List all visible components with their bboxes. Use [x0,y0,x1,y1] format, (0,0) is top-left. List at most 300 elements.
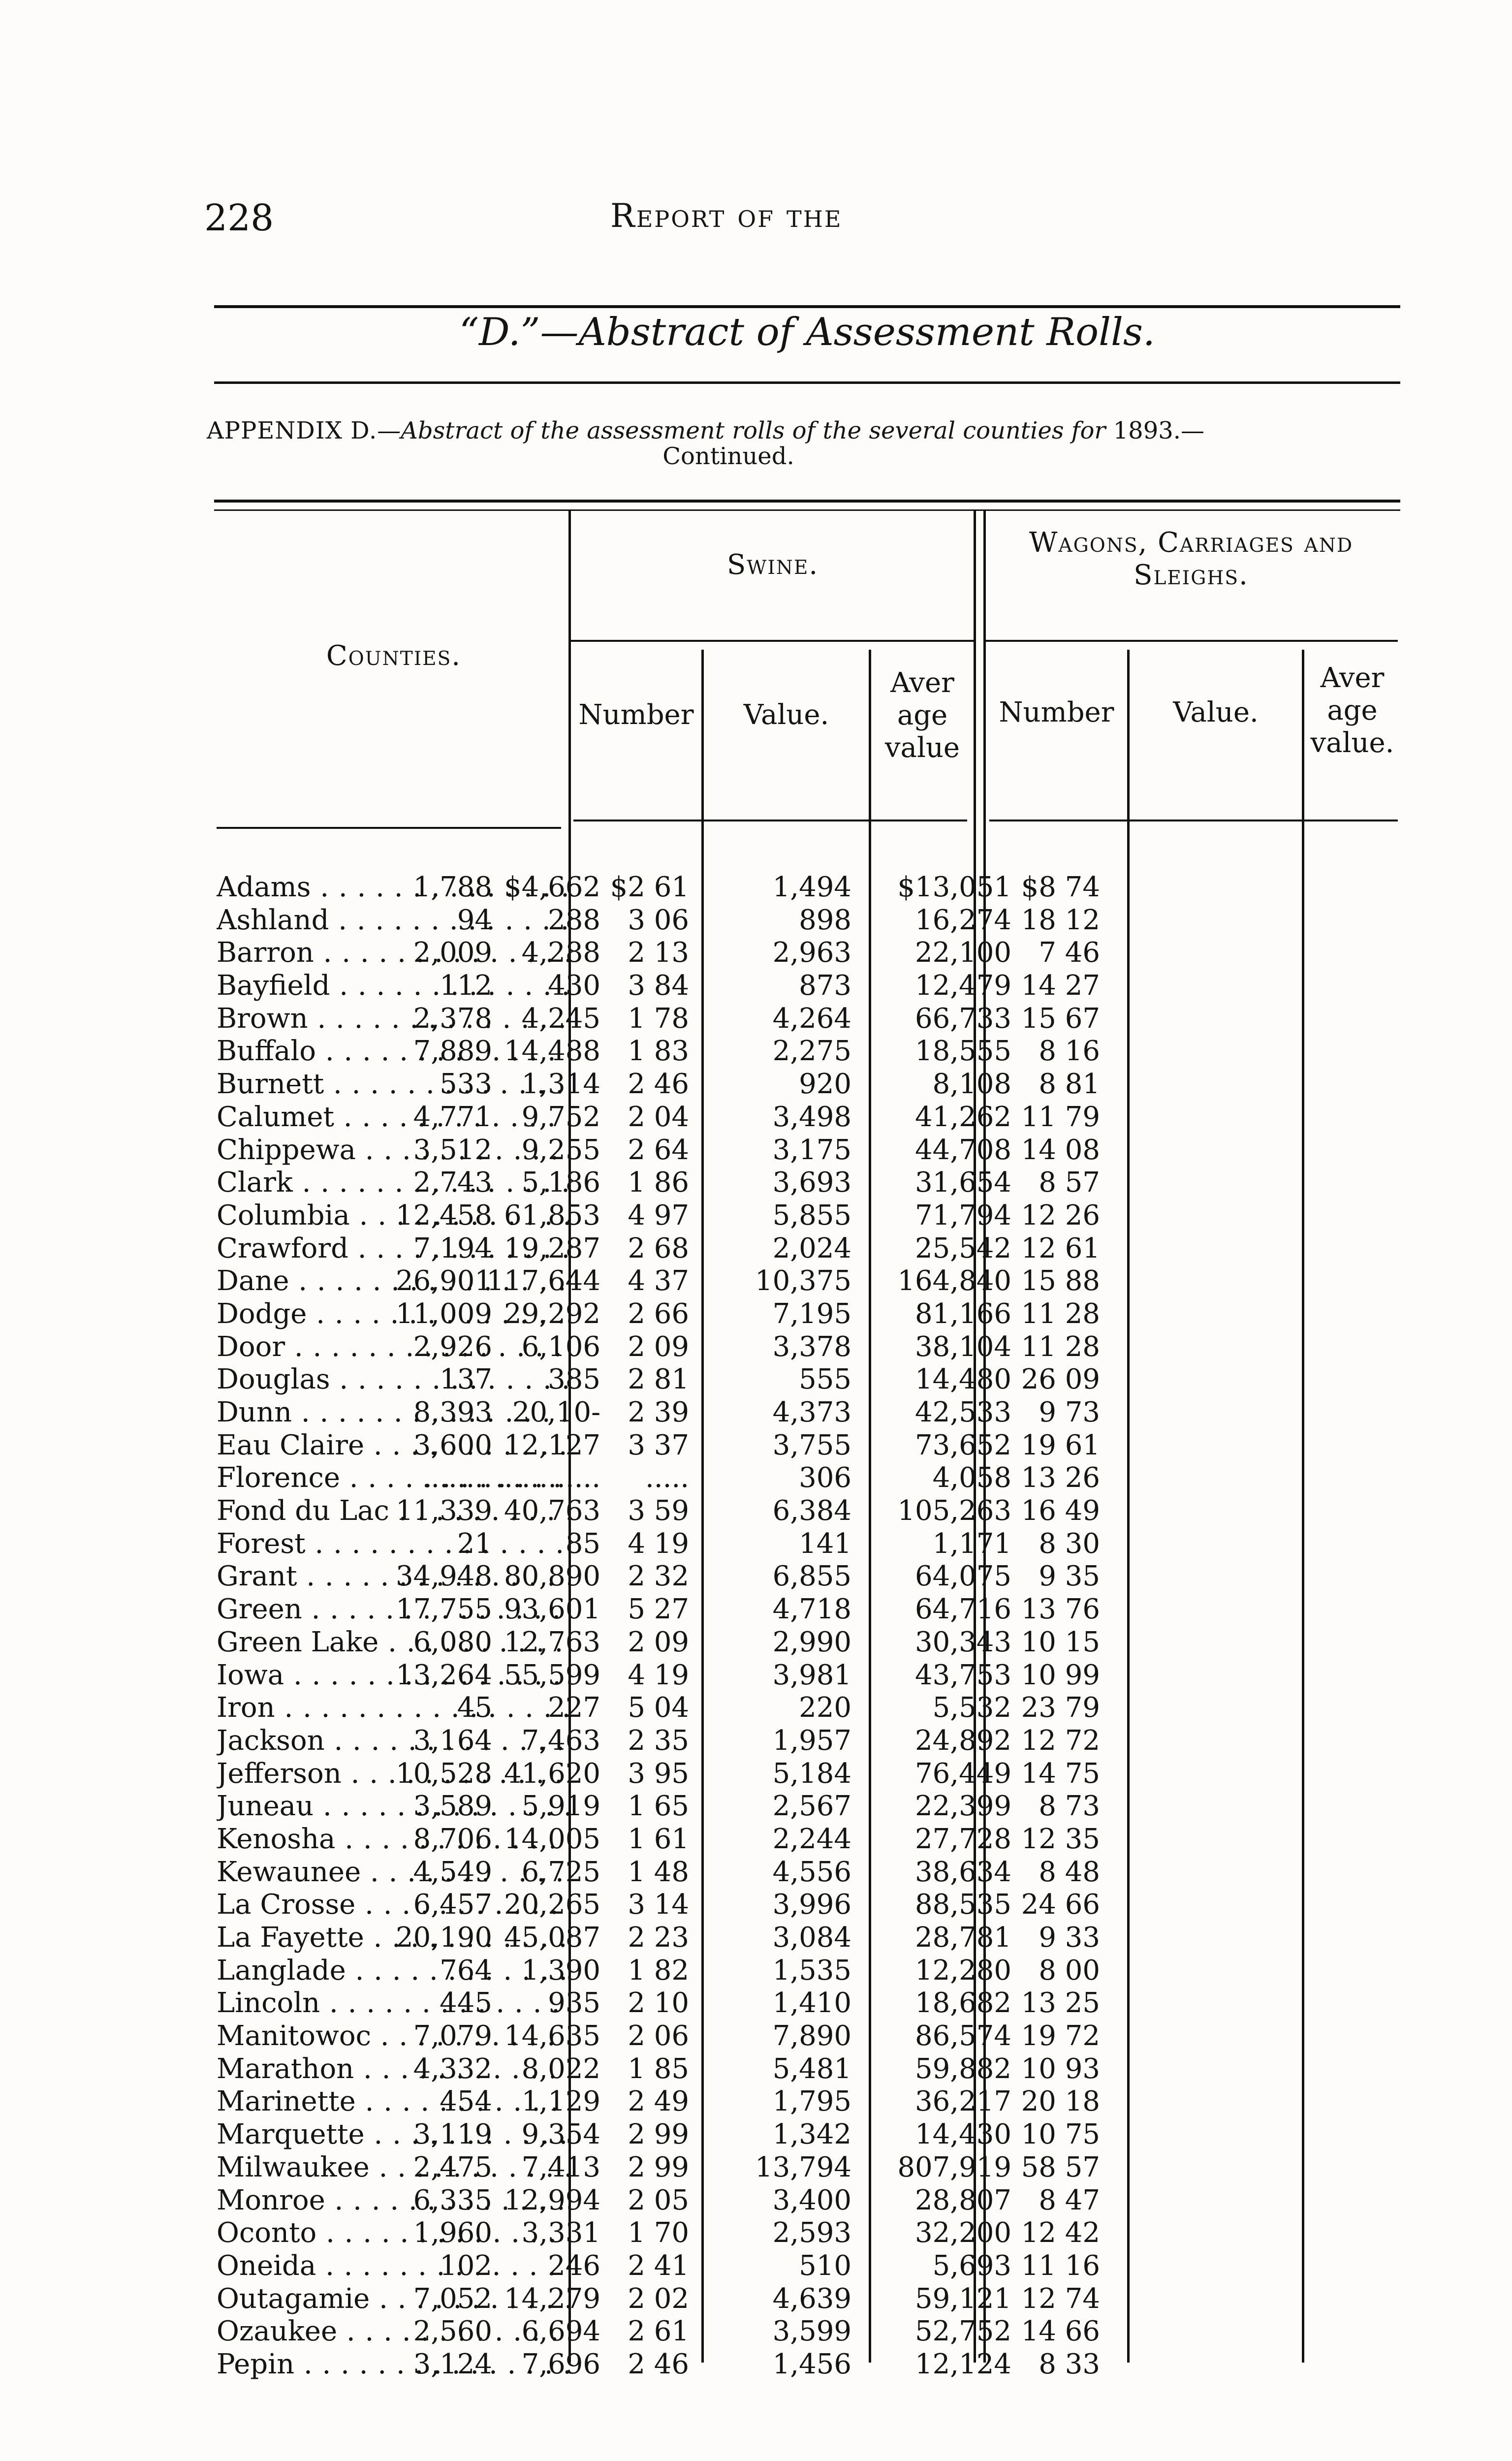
swine-number: 20,190 [396,1922,492,1954]
table-row [217,1659,1418,1692]
wagons-number: 5,855 [772,1199,851,1231]
swine-value: 6,106 [521,1330,600,1363]
wagons-number: 4,639 [772,2282,851,2315]
swine-average-value: 1 78 [628,1002,689,1035]
page-number: 228 [204,197,274,239]
county-name: Jackson . . . [217,1725,571,1757]
wagons-value: 44,708 [915,1134,1011,1166]
swine-value: 20,265 [504,1889,600,1921]
wagons-value: 64,716 [915,1593,1011,1626]
wagons-average-value: $8 74 [1021,871,1100,903]
wagons-average-value: 19 61 [1021,1429,1100,1461]
assessment-table [217,871,1418,2381]
table-row [217,1429,1418,1462]
header-wagons-value: Value. [1173,696,1259,728]
table-row [217,1790,1418,1823]
wagons-average-value: 8 48 [1039,1856,1100,1888]
county-name: Ozaukee . . . [217,2315,571,2348]
swine-value: 19,287 [504,1232,600,1264]
swine-average-value: 2 13 [628,937,689,969]
swine-number: 2,560 [413,2315,492,2348]
wagons-value: 8,108 [932,1068,1011,1101]
county-name: Brown . . . [217,1003,571,1035]
wagons-number: 13,794 [755,2151,851,2183]
swine-number: 94 [457,904,492,936]
swine-average-value: $2 61 [610,871,689,903]
wagons-number: 3,996 [772,1889,851,1921]
swine-average-value: 5 27 [628,1593,689,1626]
table-row [217,1363,1418,1396]
swine-value: 4,245 [521,1002,600,1035]
swine-average-value: 1 65 [628,1790,689,1823]
wagons-number: 1,535 [772,1954,851,1987]
swine-average-value: 2 02 [628,2282,689,2315]
table-row [217,1495,1418,1528]
swine-value: 1,129 [521,2085,600,2118]
county-name: Green Lake . . . [217,1626,571,1659]
wagons-number: 2,244 [772,1823,851,1855]
swine-number: 2,926 [413,1330,492,1363]
swine-average-value: 2 46 [628,2348,689,2380]
table-row [217,2217,1418,2250]
swine-value: 935 [548,1987,600,2019]
table-row [217,2283,1418,2316]
wagons-number: 3,378 [772,1330,851,1363]
wagons-value: 18,555 [915,1035,1011,1068]
wagons-value: 42,533 [915,1396,1011,1428]
swine-number: 10,528 [396,1757,492,1790]
table-row [217,2118,1418,2151]
table-row [217,1003,1418,1036]
header-swine-avg: Aver age value [884,667,960,764]
wagons-number: 3,755 [772,1429,851,1461]
swine-value: 7,413 [521,2151,600,2183]
county-name: Forest . . . [217,1528,571,1560]
wagons-value: 38,104 [915,1330,1011,1363]
wagons-number: 2,567 [772,1790,851,1823]
swine-number: 6,335 [413,2184,492,2216]
swine-value: 6,694 [521,2315,600,2348]
swine-average-value: 2 46 [628,1068,689,1101]
table-row [217,1528,1418,1561]
swine-average-value: 4 37 [628,1265,689,1297]
swine-number: 3,124 [413,2348,492,2380]
swine-value: 1,390 [521,1954,600,1987]
wagons-number: 1,795 [772,2085,851,2118]
wagons-value: 88,535 [915,1889,1011,1921]
swine-average-value: 2 32 [628,1560,689,1593]
swine-average-value: 2 05 [628,2184,689,2216]
wagons-value: 30,343 [915,1626,1011,1658]
swine-number: 533 [440,1068,492,1101]
swine-number: 7,079 [413,2020,492,2052]
appendix-label: APPENDIX D. [207,417,378,444]
swine-number: 11,339 [396,1495,492,1527]
swine-average-value: 2 68 [628,1232,689,1264]
swine-average-value: 2 39 [628,1396,689,1428]
wagons-value: 105,263 [897,1495,1011,1527]
wagons-number: 6,384 [772,1495,851,1527]
table-row [217,2348,1418,2381]
swine-average-value: 2 10 [628,1987,689,2019]
wagons-value: 18,682 [915,1987,1011,2019]
table-row [217,1889,1418,1922]
swine-number: 764 [440,1954,492,1987]
header-sep-swine [573,820,967,821]
swine-value: 14,279 [504,2282,600,2315]
wagons-average-value: 8 00 [1039,1954,1100,1987]
wagons-average-value: 12 72 [1021,1724,1100,1757]
swine-average-value: 3 06 [628,904,689,936]
wagons-value: 31,654 [915,1167,1011,1199]
title-underline [214,381,1400,384]
county-name: Ashland . . . [217,904,571,937]
county-name: Dane . . . [217,1265,571,1297]
county-name: Manitowoc . . . [217,2020,571,2052]
wagons-average-value: 58 57 [1021,2151,1100,2183]
wagons-average-value: 9 73 [1039,1396,1100,1428]
table-row [217,1199,1418,1232]
swine-average-value: 2 66 [628,1297,689,1330]
county-name: Door . . . [217,1331,571,1363]
swine-number: 8,706 [413,1823,492,1855]
wagons-number: 4,556 [772,1856,851,1888]
header-wagons-group: Wagons, Carriages and Sleighs. [1029,527,1354,591]
swine-number: 3,164 [413,1724,492,1757]
wagons-average-value: 10 15 [1021,1626,1100,1658]
swine-value: 7,696 [521,2348,600,2380]
wagons-number: 1,410 [772,1987,851,2019]
wagons-value: 22,399 [915,1790,1011,1823]
wagons-average-value: 11 79 [1021,1101,1100,1133]
wagons-number: 3,400 [772,2184,851,2216]
county-name: Outagamie . . . [217,2283,571,2315]
table-row [217,1035,1418,1068]
wagons-value: 5,532 [932,1692,1011,1724]
wagons-average-value: 7 46 [1039,937,1100,969]
county-name: Monroe . . . [217,2184,571,2217]
swine-value: 385 [548,1363,600,1396]
table-row [217,1232,1418,1265]
swine-average-value: 2 99 [628,2118,689,2151]
wagons-number: 1,494 [772,871,851,903]
swine-value: 227 [548,1692,600,1724]
swine-average-value: 5 04 [628,1692,689,1724]
wagons-value: 12,479 [915,970,1011,1002]
swine-value: 93,601 [504,1593,600,1626]
swine-number: 454 [440,2085,492,2118]
swine-value: 29,292 [504,1297,600,1330]
county-name: Lincoln . . . [217,1987,571,2019]
wagons-number: 2,024 [772,1232,851,1264]
appendix-caption [207,418,1398,469]
wagons-average-value: 14 66 [1021,2315,1100,2348]
wagons-number: 1,957 [772,1724,851,1757]
swine-number: 3,119 [413,2118,492,2151]
wagons-average-value: 12 26 [1021,1199,1100,1231]
county-name: Marathon . . . [217,2053,571,2085]
header-wagons-avg: Aver age value. [1310,662,1394,759]
county-name: Grant . . . [217,1560,571,1593]
swine-value: 12,994 [504,2184,600,2216]
wagons-average-value: 11 16 [1021,2249,1100,2282]
swine-number: 12,458 [396,1199,492,1231]
wagons-value: 64,075 [915,1560,1011,1593]
wagons-average-value: 10 75 [1021,2118,1100,2151]
swine-value: 55,599 [504,1659,600,1691]
county-name: Iowa . . . [217,1659,571,1692]
table-row [217,2053,1418,2086]
wagons-average-value: 9 33 [1039,1922,1100,1954]
swine-number: 2,378 [413,1002,492,1035]
swine-number: 26,901 [396,1265,492,1297]
swine-value: 430 [548,970,600,1002]
top-rule [214,305,1400,308]
swine-average-value: 2 06 [628,2020,689,2052]
county-name: Clark . . . [217,1167,571,1199]
swine-value: 7,463 [521,1724,600,1757]
wagons-value: 5,693 [932,2249,1011,2282]
wagons-number: 555 [799,1363,851,1396]
swine-average-value: 3 95 [628,1757,689,1790]
swine-number: 3,512 [413,1134,492,1166]
wagons-average-value: 8 47 [1039,2184,1100,2216]
appendix-continued: Continued. [662,442,794,470]
table-row [217,1593,1418,1626]
swine-value: 1,314 [521,1068,600,1101]
wagons-average-value: 14 75 [1021,1757,1100,1790]
swine-value: 80,890 [504,1560,600,1593]
table-row [217,1626,1418,1659]
header-wagons-number: Number [999,696,1114,728]
wagons-number: 873 [799,970,851,1002]
swine-value: 9,354 [521,2118,600,2151]
wagons-number: 306 [799,1462,851,1494]
wagons-average-value: 12 61 [1021,1232,1100,1264]
swine-number: 13,264 [396,1659,492,1691]
county-name: Dunn . . . [217,1396,571,1429]
wagons-number: 4,373 [772,1396,851,1428]
swine-value: 12,127 [504,1429,600,1461]
wagons-number: 7,890 [772,2020,851,2052]
swine-number: 2,743 [413,1167,492,1199]
swine-average-value: 3 59 [628,1495,689,1527]
wagons-value: 16,274 [915,904,1011,936]
swine-number: 8,393 [413,1396,492,1428]
table-row [217,2250,1418,2283]
wagons-number: 5,481 [772,2052,851,2085]
wagons-average-value: 8 57 [1039,1167,1100,1199]
swine-number: 45 [457,1692,492,1724]
swine-value: 9,255 [521,1134,600,1166]
swine-value: 61,853 [504,1199,600,1231]
appendix-description: —Abstract of the assessment rolls of the several counties for [377,417,1106,444]
swine-average-value: 2 04 [628,1101,689,1133]
wagons-value: 59,882 [915,2052,1011,2085]
table-row [217,1298,1418,1331]
wagons-value: $13,051 [897,871,1011,903]
county-name: Douglas . . . [217,1363,571,1396]
table-top-rule-2 [214,509,1400,511]
swine-average-value: 2 35 [628,1724,689,1757]
wagons-number: 3,498 [772,1101,851,1133]
county-name: Marquette . . . [217,2118,571,2151]
swine-number: 3,600 [413,1429,492,1461]
table-row [217,1955,1418,1988]
swine-value: 45,087 [504,1922,600,1954]
swine-average-value: 2 23 [628,1922,689,1954]
wagons-average-value: 18 12 [1021,904,1100,936]
header-swine-number: Number [578,699,694,731]
wagons-average-value: 8 33 [1039,2348,1100,2380]
wagons-value: 76,449 [915,1757,1011,1790]
table-row [217,1560,1418,1593]
county-name: Chippewa . . . [217,1134,571,1167]
table-row [217,1331,1418,1364]
swine-number: 21 [457,1527,492,1560]
wagons-number: 1,342 [772,2118,851,2151]
wagons-value: 27,728 [915,1823,1011,1855]
wagons-value: 81,166 [915,1297,1011,1330]
county-name: Bayfield . . . [217,970,571,1002]
county-name: Burnett . . . [217,1068,571,1101]
swine-number: 4,549 [413,1856,492,1888]
swine-value: 12,763 [504,1626,600,1658]
section-title: “D.”—Abstract of Assessment Rolls. [459,310,1155,354]
wagons-value: 28,781 [915,1922,1011,1954]
wagons-average-value: 8 73 [1039,1790,1100,1823]
swine-value: $4,662 [504,871,600,903]
table-row [217,937,1418,970]
swine-value: 117,644 [486,1265,600,1297]
wagons-number: 2,593 [772,2217,851,2249]
table-row [217,1823,1418,1856]
table-row [217,1758,1418,1791]
swine-average-value: 1 85 [628,2052,689,2085]
table-row [217,2085,1418,2118]
wagons-value: 14,480 [915,1363,1011,1396]
table-row [217,2020,1418,2053]
swine-average-value: 2 09 [628,1626,689,1658]
county-name: Marinette . . . [217,2085,571,2118]
wagons-value: 28,807 [915,2184,1011,2216]
wagons-number: 898 [799,904,851,936]
table-top-rule [214,500,1400,503]
wagons-value: 1,171 [932,1527,1011,1560]
swine-average-value: 4 97 [628,1199,689,1231]
wagons-value: 12,280 [915,1954,1011,1987]
swine-number: 4,332 [413,2052,492,2085]
swine-value: 9,752 [521,1101,600,1133]
table-row [217,1068,1418,1101]
swine-average-value: 2 61 [628,2315,689,2348]
wagons-average-value: 11 28 [1021,1330,1100,1363]
wagons-value: 24,892 [915,1724,1011,1757]
wagons-number: 510 [799,2249,851,2282]
swine-average-value: 2 09 [628,1330,689,1363]
wagons-average-value: 8 16 [1039,1035,1100,1068]
swine-number: 4,771 [413,1101,492,1133]
swine-value: 6,725 [521,1856,600,1888]
table-row [217,1462,1418,1495]
swine-average-value: 2 49 [628,2085,689,2118]
swine-number: 6,457 [413,1889,492,1921]
swine-value: 14,005 [504,1823,600,1855]
swine-average-value: 1 86 [628,1167,689,1199]
wagons-number: 3,599 [772,2315,851,2348]
wagons-value: 71,794 [915,1199,1011,1231]
wagons-value: 25,542 [915,1232,1011,1264]
swine-number: 34,948 [396,1560,492,1593]
county-name: Dodge . . . [217,1298,571,1330]
county-name: Crawford . . . [217,1232,571,1265]
swine-average-value: ..... [645,1462,689,1494]
wagons-average-value: 13 25 [1021,1987,1100,2019]
wagons-number: 920 [799,1068,851,1101]
swine-average-value: 1 48 [628,1856,689,1888]
wagons-number: 3,084 [772,1922,851,1954]
swine-number: 17,755 [396,1593,492,1626]
table-row [217,1167,1418,1199]
wagons-average-value: 8 30 [1039,1527,1100,1560]
table-row [217,1725,1418,1758]
swine-group-rule [571,640,975,642]
wagons-number: 3,693 [772,1167,851,1199]
swine-average-value: 1 83 [628,1035,689,1068]
county-name: La Crosse . . . [217,1889,571,1921]
wagons-value: 807,919 [897,2151,1011,2183]
wagons-average-value: 23 79 [1021,1692,1100,1724]
table-row [217,1987,1418,2020]
wagons-average-value: 12 35 [1021,1823,1100,1855]
swine-average-value: 1 82 [628,1954,689,1987]
header-counties: Counties. [326,640,462,672]
wagons-value: 22,100 [915,937,1011,969]
wagons-value: 52,752 [915,2315,1011,2348]
header-swine-group: Swine. [726,549,819,581]
wagons-value: 43,753 [915,1659,1011,1691]
swine-number: 112 [440,970,492,1002]
wagons-value: 32,200 [915,2217,1011,2249]
wagons-average-value: 12 74 [1021,2282,1100,2315]
swine-average-value: 2 41 [628,2249,689,2282]
county-name: Juneau . . . [217,1790,571,1823]
wagons-average-value: 9 35 [1039,1560,1100,1593]
swine-number: 7,889 [413,1035,492,1068]
table-row [217,970,1418,1003]
header-sep-wagons [989,820,1398,821]
county-name: Milwaukee . . . [217,2151,571,2184]
county-name: Barron . . . [217,937,571,969]
county-name: La Fayette . . . [217,1922,571,1954]
appendix-year: 1893.— [1113,417,1205,444]
swine-number: 137 [440,1363,492,1396]
wagons-average-value: 13 76 [1021,1593,1100,1626]
wagons-average-value: 10 93 [1021,2052,1100,2085]
county-name: Jefferson . . . [217,1758,571,1790]
wagons-average-value: 10 99 [1021,1659,1100,1691]
swine-average-value: 3 14 [628,1889,689,1921]
county-name: Buffalo . . . [217,1035,571,1068]
table-row [217,2184,1418,2217]
table-row [217,1692,1418,1725]
swine-value: 20,10- [512,1396,600,1428]
wagons-number: 2,275 [772,1035,851,1068]
swine-average-value: 4 19 [628,1659,689,1691]
swine-average-value: 3 37 [628,1429,689,1461]
wagons-number: 4,718 [772,1593,851,1626]
swine-value: 5,186 [521,1167,600,1199]
